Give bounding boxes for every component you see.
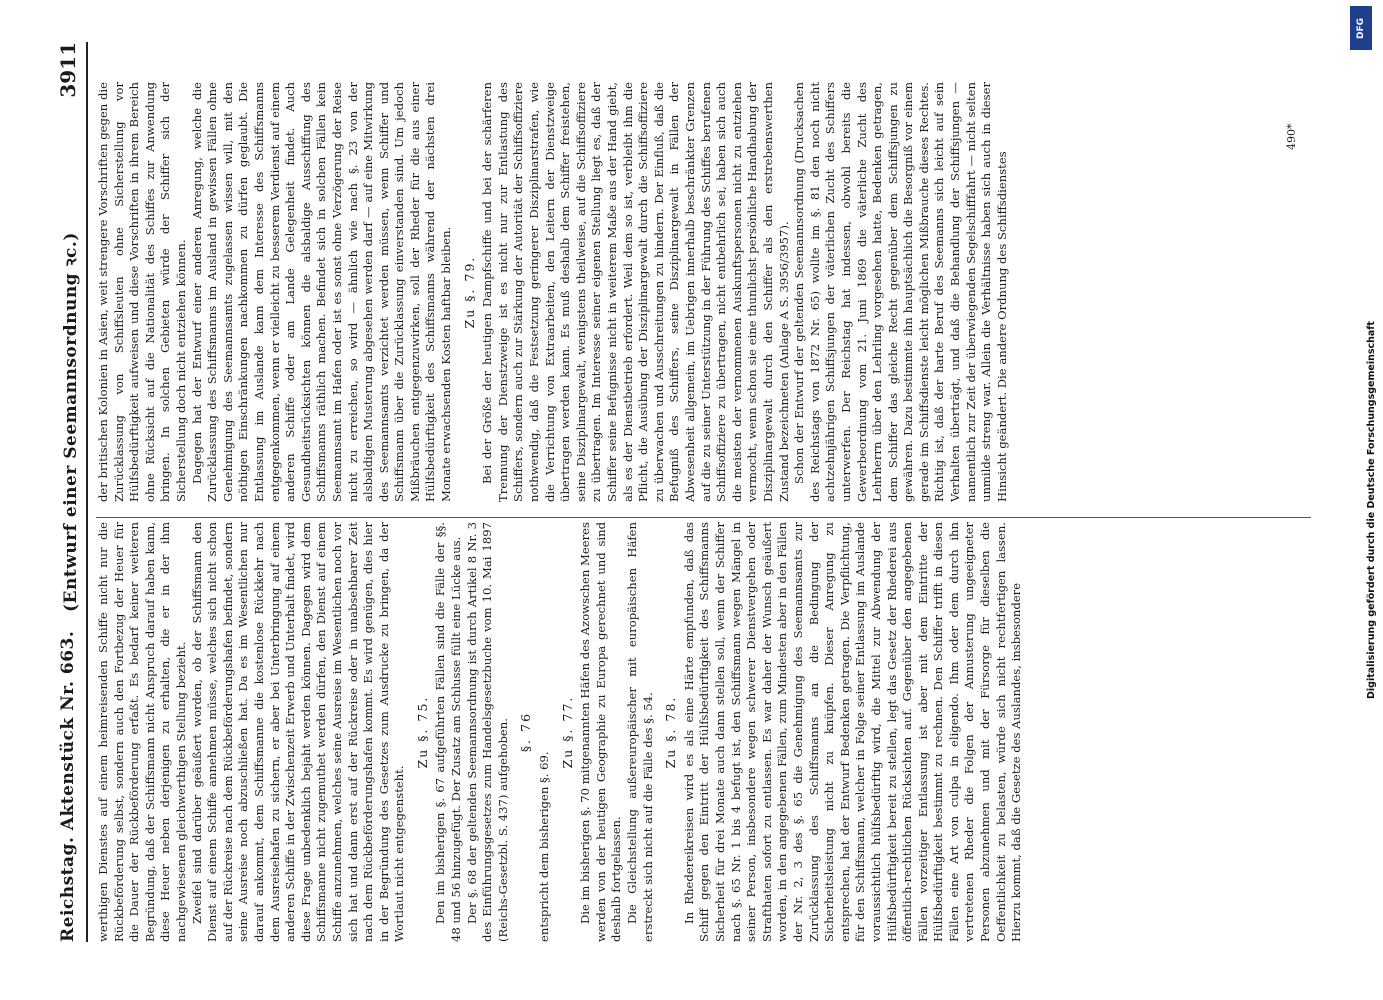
- paragraph: Der §. 68 der geltenden Seemannsordnung ist durch Artikel 8 Nr. 3 des Einführungsgesetzes zum Handelsgesetzbuche vom 10. Mai 1897 (Reichs-Gesetzbl. S. 437) aufgehoben.: [464, 522, 510, 942]
- section-heading: Zu §. 77.: [559, 695, 575, 769]
- paragraph: werthigen Dienstes auf einem heimreisenden Schiffe nicht nur die Rückbeförderung selbst, sondern auch den Fortbezug der Heuer für die Dauer der Rückbeförderung erfaßt. Es bedarf keiner weiteren Begründung, daß der Schiffsmann nicht Anspruch darauf haben kann, diese Heuer neben derjenigen zu erhalten, die er in der ihm nachgewiesenen gleichwerthigen Stellung bezieht.: [96, 522, 188, 942]
- signature-mark: 490*: [1285, 123, 1298, 150]
- paragraph: Bei der Größe der heutigen Dampfschiffe und bei der schärferen Trennung der Dienstzweige ist es nicht nur zur Entlastung des Schiffers, sondern auch zur Stärkung der Autorität der Schiffsoffiziere nothwendig, daß die Festsetzung geringerer Disziplinarstrafen, wie die Verrichtung von Extraarbeiten, den Leitern der Dienstzweige übertragen werden kann. Es muß deshalb dem Schiffer freistehen, seine Disziplinargewalt, wenigstens theilweise, auf die Schiffsoffiziere zu übertragen. Im Interesse seiner eigenen Stellung liegt es, daß der Schiffer seine Befugnisse nicht in weiterem Maße aus der Hand giebt, als es der Dienstbetrieb erfordert. Weil dem so ist, verbleibt ihm die Pflicht, die Ausübung der Disziplinargewalt durch die Schiffsoffiziere zu überwachen und Ausschreitungen zu hindern. Der Einfluß, daß die Befugniß des Schiffers, seine Disziplinargewalt in Fällen der Abwesenheit allgemein, im Uebrigen innerhalb beschränkter Grenzen auf die zu seiner Unterstützung in der Führung des Schiffes berufenen Schiffsoffiziere zu übertragen, nicht entbehrlich sei, haben sich auch die meisten der vernommenen Auskunftspersonen nicht zu entziehen vermocht, wenn schon sie eine thunlichst persönliche Handhabung der Disziplinargewalt durch den Schiffer als den erstrebenswerthen Zustand bezeichneten (Anlage A S. 3956/3957).: [480, 82, 791, 502]
- page-header: [52, 42, 88, 942]
- header-title: (Entwurf einer Seemannsordnung ꝛc.): [61, 232, 81, 612]
- paragraph: Zweifel sind darüber geäußert worden, ob der Schiffsmann den Dienst auf einem Schiffe annehmen müsse, welches sich nicht schon auf der Rückreise nach dem Rückbeförderungshafen befindet, sondern seine Ausreise noch abzuschließen hat. Da es im Wesentlichen nur darauf ankommt, dem Schiffsmanne die kostenlose Rückkehr nach dem Ausreisehafen zu sichern, er aber bei Unterbringung auf einem anderen Schiffe in der Zwischenzeit Erwerb und Unterhalt findet, wird diese Frage unbedenklich bejaht werden können. Dagegen wird dem Schiffsmanne nicht zugemuthet werden dürfen, den Dienst auf einem Schiffe anzunehmen, welches seine Ausreise im Wesentlichen noch vor sich hat und dann erst auf der Rückreise oder in unabsehbarer Zeit nach dem Rückbeförderungshafen kommt. Es wird genügen, dies hier in der Begründung des Gesetzes zum Ausdrucke zu bringen, da der Wortlaut nicht entgegensteht.: [189, 522, 407, 942]
- paragraph: Schon der Entwurf der geltenden Seemannsordnung (Drucksachen des Reichstags von 1872 Nr. 65) wollte im §. 81 den noch nicht achtzehnjährigen Schiffsjungen der väterlichen Zucht des Schiffers unterwerfen. Der Reichstag hat indessen, obwohl bereits die Gewerbeordnung vom 21. Juni 1869 die väterliche Zucht des Lehrherrn über den Lehrling vorgesehen hatte, Bedenken getragen, dem Schiffer das gleiche Recht gegenüber dem Schiffsjungen zu gewähren. Dazu bestimmte ihn hauptsächlich die Besorgniß vor einem gerade im Schiffsdienste leicht möglichen Mißbrauche dieses Rechtes. Richtig ist, daß der harte Beruf des Seemanns sich leicht auf sein Verhalten überträgt, und daß die Behandlung der Schiffsjungen — namentlich zur Zeit der überwiegenden Segelschifffahrt — nicht selten unmilde streng war. Allein die Verhältnisse haben sich auch in dieser Hinsicht geändert. Die andere Ordnung des Schiffsdienstes: [792, 82, 1009, 502]
- page-number: 3911: [56, 42, 80, 98]
- paragraph: Die im bisherigen §. 70 mitgenannten Häfen des Azowschen Meeres werden von der heutigen Geographie zu Europa gerechnet und sind deshalb fortgelassen.: [578, 522, 624, 942]
- digitization-note: Digitalisierung gefördert durch die Deutsche Forschungsgemeinschaft: [1366, 321, 1377, 699]
- paragraph: In Rhedereikreisen wird es als eine Härte empfunden, daß das Schiff gegen den Eintritt der Hülfsbedürftigkeit des Schiffsmanns Sicherheit für drei Monate auch dann stellen soll, wenn der Schiffer nach §. 65 Nr. 1 bis 4 befugt ist, den Schiffsmann wegen Mängel in seiner Person, insbesondere wegen schwerer Dienstvergehen oder Strafthaten sofort zu entlassen. Es war daher der Wunsch geäußert worden, in den angegebenen Fällen, zum Mindesten aber in den Fällen der Nr. 2, 3 des §. 65 die Genehmigung des Seemannsamts zur Zurücklassung des Schiffsmanns an die Bedingung der Sicherheitsleistung nicht zu knüpfen. Dieser Anregung zu entsprechen, hat der Entwurf Bedenken getragen. Die Verpflichtung, für den Schiffsmann, welcher in Folge seiner Entlassung im Auslande voraussichtlich hülfsbedürftig wird, die Mittel zur Abwendung der Hülfsbedürftigkeit bereit zu stellen, legt das Gesetz der Rhederei aus öffentlich-rechtlichen Rücksichten auf. Gegenüber den angegebenen Fällen vorzeitiger Entlassung ist aber mit dem Eintritte der Hülfsbedürftigkeit bestimmt zu rechnen. Den Schiffer trifft in diesen Fällen eine Art von culpa in eligendo. Ihm oder dem durch ihn vertretenen Rheder die Folgen der Annusterung ungeeigneter Personen abzunehmen und mit der Fürsorge für dieselben die Oeffentlichkeit zu belasten, würde sich nicht rechtfertigen lassen. Hierzu kommt, daß die Gesetze des Auslandes, insbesondere: [681, 522, 1024, 942]
- section-heading: §. 76: [518, 711, 534, 753]
- left-column: [96, 522, 1316, 942]
- paragraph: Die Gleichstellung außereuropäischer mit europäischen Häfen erstreckt sich nicht auf die Fälle des §. 54.: [625, 522, 655, 942]
- paragraph: Dagegen hat der Entwurf einer anderen Anregung, welche die Zurücklassung des Schiffsmanns im Ausland in gewissen Fällen ohne Genehmigung des Seemannsamts zugelassen wissen will, mit den nöthigen Einschränkungen nachkommen zu dürfen geglaubt. Die Entlassung im Auslande kann dem Interesse des Schiffsmanns entgegenkommen, wenn er vielleicht zu besserem Verdienst auf einem anderen Schiffe oder am Lande Gelegenheit findet. Auch Gesundheitsrücksichten können die alsbaldige Ausschiffung des Schiffsmanns räthlich machen. Befindet sich in solchen Fällen kein Seemannsamt im Hafen oder ist es sonst ohne Verzögerung der Reise nicht zu erreichen, so wird — ähnlich wie nach §. 23 von der alsbaldigen Musterung abgesehen werden darf — auf eine Mitwirkung des Seemannsamts verzichtet werden müssen, wenn Schiffer und Schiffsmann über die Zurücklassung einverstanden sind. Um jedoch Mißbräuchen entgegenzuwirken, soll der Rheder für die aus einer Hülfsbedürftigkeit des Schiffsmanns während der nächsten drei Monate erwachsenden Kosten haftbar bleiben.: [189, 82, 454, 502]
- paragraph: Den im bisherigen §. 67 aufgeführten Fällen sind die Fälle der §§. 48 und 56 hinzugefügt. Der Zusatz am Schlusse füllt eine Lücke aus.: [433, 522, 464, 942]
- paragraph: entspricht dem bisherigen §. 69.: [537, 751, 552, 942]
- right-column: [96, 82, 1316, 502]
- section-heading: Zu §. 78.: [663, 695, 679, 769]
- column-divider: [96, 517, 1311, 518]
- dfg-logo: DFG: [1350, 6, 1372, 50]
- section-heading: Zu §. 75.: [414, 695, 430, 769]
- section-heading: Zu §. 79.: [461, 255, 477, 329]
- header-left: Reichstag. Aktenstück Nr. 663.: [58, 630, 78, 942]
- paragraph: der britischen Kolonien in Asien, weit strengere Vorschriften gegen die Zurücklassung von Schiffsleuten ohne Sicherstellung vor Hülfsbedürftigkeit aufweisen und diese Vorschriften in ihrem Bereich ohne Rücksicht auf die Nationalität des Schiffes zur Anwendung bringen. In solchen Gebieten würde der Schiffer sich der Sicherstellung doch nicht entziehen können.: [96, 82, 188, 502]
